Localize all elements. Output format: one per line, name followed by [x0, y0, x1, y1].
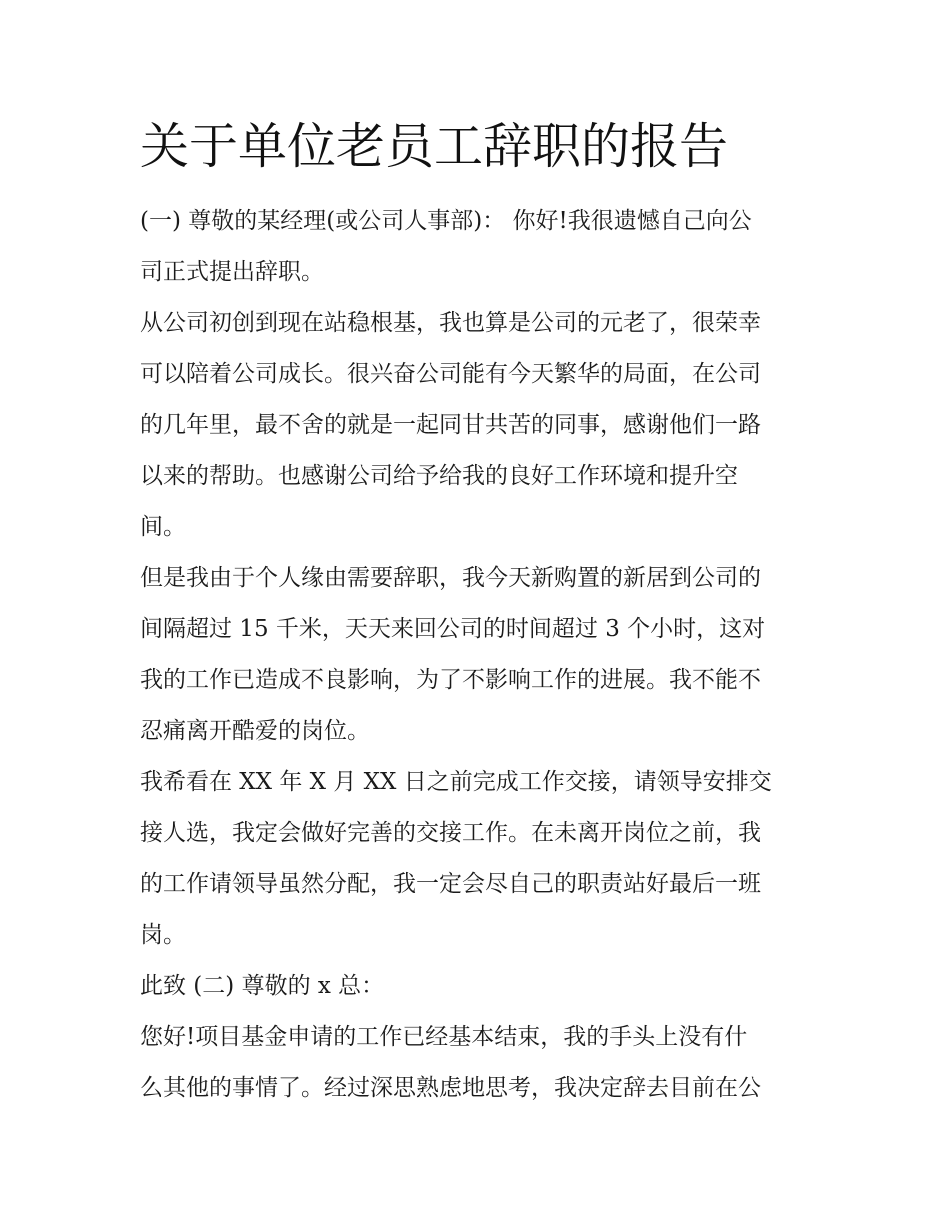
text-line: 我的工作已造成不良影响，为了不影响工作的进展。我不能不: [140, 667, 761, 693]
document-body: [140, 196, 820, 1114]
text-line: 您好!项目基金申请的工作已经基本结束，我的手头上没有什: [140, 1024, 748, 1050]
document-title: 关于单位老员工辞职的报告: [140, 118, 729, 175]
text-line: 从公司初创到现在站稳根基，我也算是公司的元老了，很荣幸: [140, 310, 761, 336]
text-line: 的工作请领导虽然分配，我一定会尽自己的职责站好最后一班: [140, 871, 761, 897]
text-line: 接人选，我定会做好完善的交接工作。在未离开岗位之前，我: [140, 820, 761, 846]
text-line: 但是我由于个人缘由需要辞职，我今天新购置的新居到公司的: [140, 565, 761, 591]
text-line: 间隔超过 15 千米，天天来回公司的时间超过 3 个小时，这对: [140, 616, 766, 642]
text-line: 我希看在 XX 年 X 月 XX 日之前完成工作交接，请领导安排交: [140, 769, 772, 795]
text-line: 忍痛离开酷爱的岗位。: [140, 718, 370, 744]
text-line: 此致 (二) 尊敬的 x 总：: [140, 973, 385, 999]
text-line: 以来的帮助。也感谢公司给予给我的良好工作环境和提升空: [140, 463, 738, 489]
text-line: 么其他的事情了。经过深思熟虑地思考，我决定辞去目前在公: [140, 1075, 761, 1101]
text-line: 的几年里，最不舍的就是一起同甘共苦的同事，感谢他们一路: [140, 412, 761, 438]
text-line: (一) 尊敬的某经理(或公司人事部)： 你好!我很遗憾自己向公: [140, 208, 752, 234]
text-line: 司正式提出辞职。: [140, 259, 324, 285]
text-line: 可以陪着公司成长。很兴奋公司能有今天繁华的局面，在公司: [140, 361, 761, 387]
text-line: 间。: [140, 514, 186, 540]
text-line: 岗。: [140, 922, 186, 948]
